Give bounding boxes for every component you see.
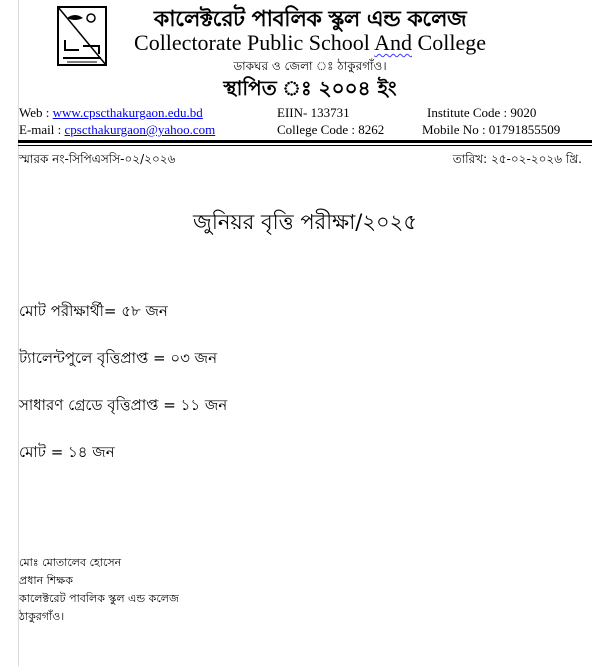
email-label: E-mail : (19, 122, 65, 137)
mobile-number: Mobile No : 01791855509 (422, 122, 561, 137)
signatory-name: মোঃ মোতালেব হোসেন (19, 556, 122, 569)
exam-title: জুনিয়র বৃত্তি পরীক্ষা/২০২৫ (193, 210, 417, 234)
signatory-place: ঠাকুরগাঁও। (19, 610, 65, 623)
school-name-english (100, 30, 520, 56)
post-office-district: ডাকঘর ও জেলা ঃ ঠাকুরগাঁও। (233, 59, 387, 73)
talentpool-scholarship: ট্যালেন্টপুলে বৃত্তিপ্রাপ্ত = ০৩ জন (19, 349, 218, 367)
total-examinees: মোট পরীক্ষার্থী= ৫৮ জন (19, 302, 168, 320)
school-name-part1: Collectorate Public School (134, 30, 375, 55)
signatory-institution: কালেক্টরেট পাবলিক স্কুল এন্ড কলেজ (19, 592, 179, 605)
email-link[interactable]: cpscthakurgaon@yahoo.com (64, 122, 216, 137)
school-name-part3: College (412, 30, 486, 55)
signatory-designation: প্রধান শিক্ষক (19, 574, 73, 587)
memo-number: স্মারক নং-সিপিএসসি-০২/২০২৬ (19, 152, 176, 166)
web-link[interactable]: www.cpscthakurgaon.edu.bd (52, 105, 203, 120)
web-label: Web : (19, 105, 53, 120)
school-name-part2: And (374, 30, 413, 55)
college-code: College Code : 8262 (277, 122, 385, 137)
document-date: তারিখ: ২৫-০২-২০২৬ খ্রি. (452, 152, 582, 166)
web-line (19, 105, 203, 121)
total-scholarship: মোট = ১৪ জন (19, 443, 115, 461)
established-year: স্থাপিত ঃ ২০০৪ ইং (223, 76, 397, 100)
school-name-bangla: কালেক্টরেট পাবলিক স্কুল এন্ড কলেজ (153, 7, 467, 32)
email-line (19, 122, 215, 138)
institute-code: Institute Code : 9020 (427, 105, 537, 120)
header-divider-thin (18, 145, 592, 146)
eiin-number: EIIN- 133731 (277, 105, 350, 120)
general-grade-scholarship: সাধারণ গ্রেডে বৃত্তিপ্রাপ্ত = ১১ জন (19, 396, 228, 414)
header-divider-thick (18, 140, 592, 143)
